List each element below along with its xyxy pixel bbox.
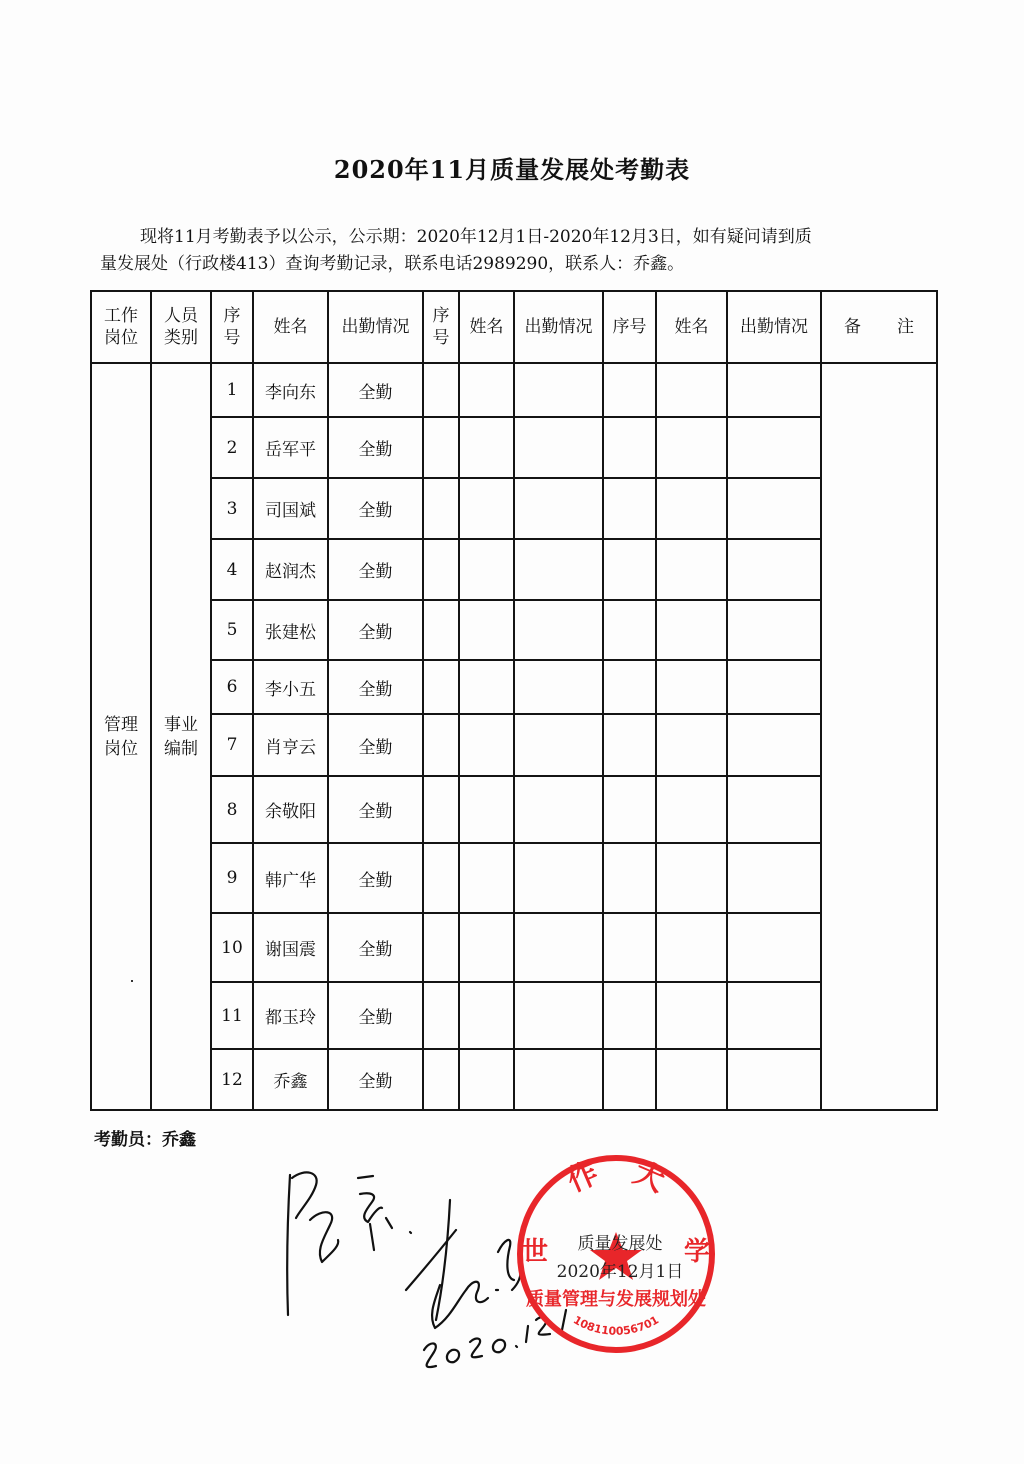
empty-cell: [514, 539, 603, 600]
empty-cell: [603, 776, 656, 843]
status-cell: 全勤: [328, 600, 423, 660]
header-status-3: 出勤情况: [727, 291, 821, 363]
header-remark-char-1: 备: [844, 317, 861, 337]
svg-text:108110056701: [571, 1313, 661, 1338]
empty-cell: [423, 1049, 459, 1110]
header-category-line1: 人员: [164, 306, 198, 326]
table-row: [91, 714, 937, 776]
header-name-2: 姓名: [459, 291, 514, 363]
notice-line-1: [100, 224, 930, 251]
status-cell: 全勤: [328, 982, 423, 1049]
empty-cell: [656, 363, 727, 417]
empty-cell: [459, 600, 514, 660]
header-remark-inner: [822, 316, 936, 338]
empty-cell: [603, 363, 656, 417]
empty-cell: [603, 600, 656, 660]
table-row: [91, 600, 937, 660]
empty-cell: [727, 913, 821, 982]
empty-cell: [656, 843, 727, 913]
empty-cell: [459, 478, 514, 539]
name-cell: 乔鑫: [253, 1049, 328, 1110]
seq-cell: 6: [211, 660, 253, 714]
status-cell: 全勤: [328, 363, 423, 417]
status-cell: 全勤: [328, 417, 423, 478]
empty-cell: [656, 539, 727, 600]
seq-cell: 12: [211, 1049, 253, 1110]
empty-cell: [514, 600, 603, 660]
empty-cell: [514, 913, 603, 982]
header-status-2: 出勤情况: [514, 291, 603, 363]
table-row: [91, 478, 937, 539]
empty-cell: [656, 776, 727, 843]
stamp-typed-date: 2020年12月1日: [556, 1262, 684, 1282]
empty-cell: [603, 417, 656, 478]
empty-cell: [656, 982, 727, 1049]
header-name-3: 姓名: [656, 291, 727, 363]
category-line2: 编制: [164, 738, 198, 759]
table-body: [91, 363, 937, 1110]
table-row: [91, 913, 937, 982]
seq-cell: 10: [211, 913, 253, 982]
empty-cell: [656, 714, 727, 776]
status-cell: 全勤: [328, 776, 423, 843]
seq-cell: 1: [211, 363, 253, 417]
header-category: [151, 291, 211, 363]
empty-cell: [656, 660, 727, 714]
empty-cell: [603, 843, 656, 913]
stray-dot-mark: [131, 980, 133, 982]
seq-cell: 9: [211, 843, 253, 913]
seq-cell: 11: [211, 982, 253, 1049]
name-cell: 余敬阳: [253, 776, 328, 843]
status-cell: 全勤: [328, 1049, 423, 1110]
post-line2: 岗位: [104, 738, 138, 759]
header-seq-2-line2: 号: [432, 328, 450, 348]
empty-cell: [727, 1049, 821, 1110]
empty-cell: [603, 1049, 656, 1110]
empty-cell: [727, 714, 821, 776]
svg-text:作 大: [562, 1153, 669, 1199]
notice-paragraph: [100, 224, 930, 278]
empty-cell: [423, 600, 459, 660]
post-cell: [91, 363, 151, 1110]
name-cell: 司国斌: [253, 478, 328, 539]
empty-cell: [423, 478, 459, 539]
table-row: [91, 539, 937, 600]
table-row: [91, 363, 937, 417]
attendance-table: [90, 290, 938, 1111]
header-remark-char-2: 注: [897, 317, 914, 337]
name-cell: 李向东: [253, 363, 328, 417]
empty-cell: [603, 539, 656, 600]
attendant-label: 考勤员：乔鑫: [94, 1130, 196, 1150]
empty-cell: [423, 913, 459, 982]
empty-cell: [459, 660, 514, 714]
status-cell: 全勤: [328, 714, 423, 776]
notice-line-1-text: 现将11月考勤表予以公示，公示期：2020年12月1日-2020年12月3日，如有疑问请到质: [140, 227, 812, 247]
name-cell: 肖亨云: [253, 714, 328, 776]
empty-cell: [656, 913, 727, 982]
status-cell: 全勤: [328, 660, 423, 714]
header-post-line2: 岗位: [104, 328, 138, 348]
empty-cell: [727, 600, 821, 660]
status-cell: 全勤: [328, 478, 423, 539]
empty-cell: [603, 982, 656, 1049]
empty-cell: [514, 982, 603, 1049]
empty-cell: [459, 417, 514, 478]
empty-cell: [459, 776, 514, 843]
empty-cell: [727, 417, 821, 478]
empty-cell: [514, 776, 603, 843]
header-seq-3: 序号: [603, 291, 656, 363]
empty-cell: [459, 913, 514, 982]
empty-cell: [727, 776, 821, 843]
empty-cell: [514, 660, 603, 714]
empty-cell: [423, 363, 459, 417]
header-seq-2: [423, 291, 459, 363]
empty-cell: [514, 417, 603, 478]
header-name-1: 姓名: [253, 291, 328, 363]
empty-cell: [656, 600, 727, 660]
empty-cell: [423, 417, 459, 478]
remark-cell: [821, 363, 937, 1110]
empty-cell: [423, 776, 459, 843]
empty-cell: [423, 539, 459, 600]
seq-cell: 7: [211, 714, 253, 776]
name-cell: 韩广华: [253, 843, 328, 913]
empty-cell: [514, 843, 603, 913]
empty-cell: [727, 843, 821, 913]
notice-line-2: 量发展处（行政楼413）查询考勤记录，联系电话2989290，联系人：乔鑫。: [100, 254, 685, 274]
seal-left-char: 世: [522, 1237, 549, 1267]
header-post: [91, 291, 151, 363]
header-post-line1: 工作: [104, 306, 138, 326]
category-cell: [151, 363, 211, 1110]
header-seq-1-line1: 序: [223, 306, 241, 326]
empty-cell: [459, 539, 514, 600]
stamp-typed-info: [520, 1230, 720, 1286]
seal-right-char: 学: [684, 1237, 711, 1267]
empty-cell: [459, 363, 514, 417]
seal-department-text: 质量管理与发展规划处: [526, 1289, 706, 1310]
stamp-typed-department: 质量发展处: [577, 1234, 663, 1254]
seq-cell: 4: [211, 539, 253, 600]
empty-cell: [656, 1049, 727, 1110]
empty-cell: [514, 1049, 603, 1110]
post-line1: 管理: [104, 714, 138, 735]
empty-cell: [603, 714, 656, 776]
empty-cell: [603, 913, 656, 982]
seq-cell: 5: [211, 600, 253, 660]
header-seq-1-line2: 号: [223, 328, 241, 348]
header-seq-2-line1: 序: [432, 306, 450, 326]
table-row: [91, 843, 937, 913]
seq-cell: 2: [211, 417, 253, 478]
empty-cell: [727, 478, 821, 539]
seal-serial-text: 108110056701: [570, 1313, 662, 1338]
empty-cell: [727, 363, 821, 417]
empty-cell: [459, 714, 514, 776]
name-cell: 张建松: [253, 600, 328, 660]
category-line1: 事业: [164, 714, 198, 735]
document-title: 2020年11月质量发展处考勤表: [333, 155, 691, 184]
empty-cell: [423, 714, 459, 776]
empty-cell: [514, 714, 603, 776]
table-row: [91, 776, 937, 843]
empty-cell: [656, 417, 727, 478]
empty-cell: [423, 843, 459, 913]
empty-cell: [514, 478, 603, 539]
header-row: [91, 291, 937, 363]
empty-cell: [423, 660, 459, 714]
table-row: [91, 982, 937, 1049]
table-row: [91, 1049, 937, 1110]
header-seq-1: [211, 291, 253, 363]
name-cell: 都玉玲: [253, 982, 328, 1049]
name-cell: 岳军平: [253, 417, 328, 478]
empty-cell: [423, 982, 459, 1049]
empty-cell: [727, 539, 821, 600]
empty-cell: [603, 478, 656, 539]
empty-cell: [514, 363, 603, 417]
header-status-1: 出勤情况: [328, 291, 423, 363]
table-row: [91, 417, 937, 478]
empty-cell: [656, 478, 727, 539]
seal-top-arc-text: 作 大: [562, 1153, 670, 1200]
header-category-line2: 类别: [164, 328, 198, 348]
empty-cell: [603, 660, 656, 714]
empty-cell: [727, 982, 821, 1049]
seq-cell: 8: [211, 776, 253, 843]
name-cell: 谢国震: [253, 913, 328, 982]
empty-cell: [459, 982, 514, 1049]
name-cell: 李小五: [253, 660, 328, 714]
status-cell: 全勤: [328, 539, 423, 600]
empty-cell: [459, 1049, 514, 1110]
status-cell: 全勤: [328, 913, 423, 982]
empty-cell: [459, 843, 514, 913]
header-remark: [821, 291, 937, 363]
table-row: [91, 660, 937, 714]
status-cell: 全勤: [328, 843, 423, 913]
empty-cell: [727, 660, 821, 714]
seq-cell: 3: [211, 478, 253, 539]
name-cell: 赵润杰: [253, 539, 328, 600]
